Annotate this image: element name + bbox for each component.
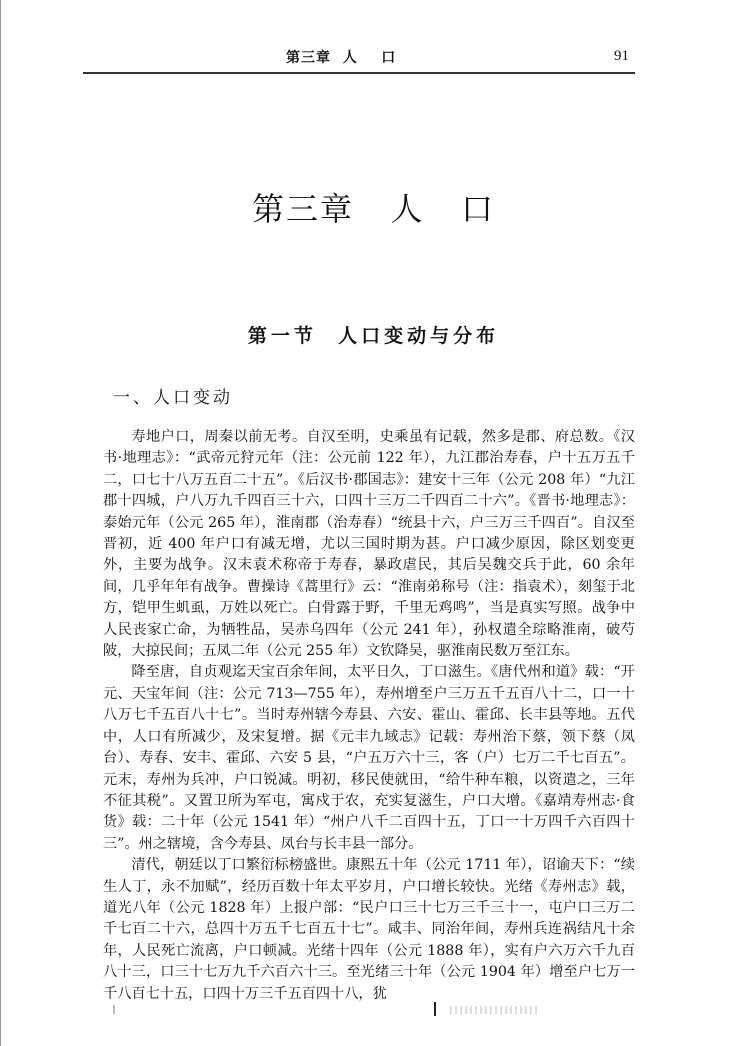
scan-mark: [450, 1006, 540, 1014]
page-number: 91: [614, 48, 629, 64]
paragraph: 清代，朝廷以丁口繁衍标榜盛世。康熙五十年（公元 1711 年），诏谕天下：“续生人丁，永不加赋”，经历百数十年太平岁月，户口增长较快。光绪《寿州志》载，道光八年（公元 1828 年）上报户部：“民户口三十七万三千三十一，屯户口三万二千七百二十六，总四十万五千七百五十七”。咸丰、同治年间，寿州兵连祸结凡十余年，人民死亡流离，户口顿减。光绪十四年（公元 1888 年），实有户六万六千九百八十三，口三十七万九千六百六十三。至光绪三十年（公元 1904 年）增至户七万一千八百七十五，口四十万三千五百四十八，犹: [103, 857, 635, 1002]
scan-mark: [113, 1005, 115, 1014]
scan-mark: [434, 1002, 436, 1016]
section-title: 第一节 人口变动与分布: [247, 325, 500, 347]
chapter-title: 第三章 人 口: [251, 190, 496, 228]
scan-edge: [0, 0, 1, 1046]
scan-artifacts: [0, 1000, 747, 1020]
paragraph: 降至唐，自贞观迄天宝百余年间，太平日久，丁口滋生。《唐代州和道》载：“开元、天宝年间（注：公元 713—755 年），寿州增至户三万五千五百八十二，口一十八万七千五百八十七”。当时寿州辖今寿县、六安、霍山、霍邱、长丰县等地。五代中，人口有所减少，及宋复增。据《元丰九域志》记载：寿州治下蔡，领下蔡（凤台）、寿春、安丰、霍邱、六安 5 县，“户五万六十三，客（户）七万二千七百五”。元末，寿州为兵冲，户口锐减。明初，移民使就田，“给牛种车粮，以资遣之，三年不征其税”。又置卫所为军屯，寓戍于农，充实复滋生，户口大增。《嘉靖寿州志·食货》载：二十年（公元 1541 年）“州户八千二百四十五，丁口一十万四千六百四十三”。州之辖境，含今寿县、凤台与长丰县一部分。: [103, 664, 635, 852]
running-header: [83, 44, 633, 70]
body-text: [103, 427, 635, 1005]
paragraph: 寿地户口，周秦以前无考。自汉至明，史乘虽有记载，然多是郡、府总数。《汉书·地理志》：“武帝元狩元年（注：公元前 122 年），九江郡治寿春，户十五万五千二，口七十八万五百二十五”。《后汉书·郡国志》：建安十三年（公元 208 年）“九江郡十四城，户八万九千四百三十六，口四十三万二千四百二十六”。《晋书·地理志》：泰始元年（公元 265 年），淮南郡（治寿春）“统县十六，户三万三千四百”。自汉至晋初，近 400 年户口有减无增，尤以三国时期为甚。户口减少原因，除区划变更外，主要为战争。汉末袁术称帝于寿春，暴政虐民，其后吴魏交兵于此，60 余年间，几乎年年有战争。曹操诗《蒿里行》云：“淮南弟称号（注：指袁术），刻玺于北方，铠甲生虮虱，万姓以死亡。白骨露于野，千里无鸡鸣”，当是真实写照。战争中人民丧家亡命，为牺牲品，吴赤乌四年（公元 241 年），孙权遣全琮略淮南，破芍陂，大掠民间；五凤二年（公元 255 年）文钦降吴，驱淮南民数万至江东。: [103, 429, 635, 660]
subsection-title: 一、人口变动: [113, 388, 233, 408]
header-rule: [83, 72, 635, 74]
running-title: 第三章 人 口: [286, 50, 397, 66]
